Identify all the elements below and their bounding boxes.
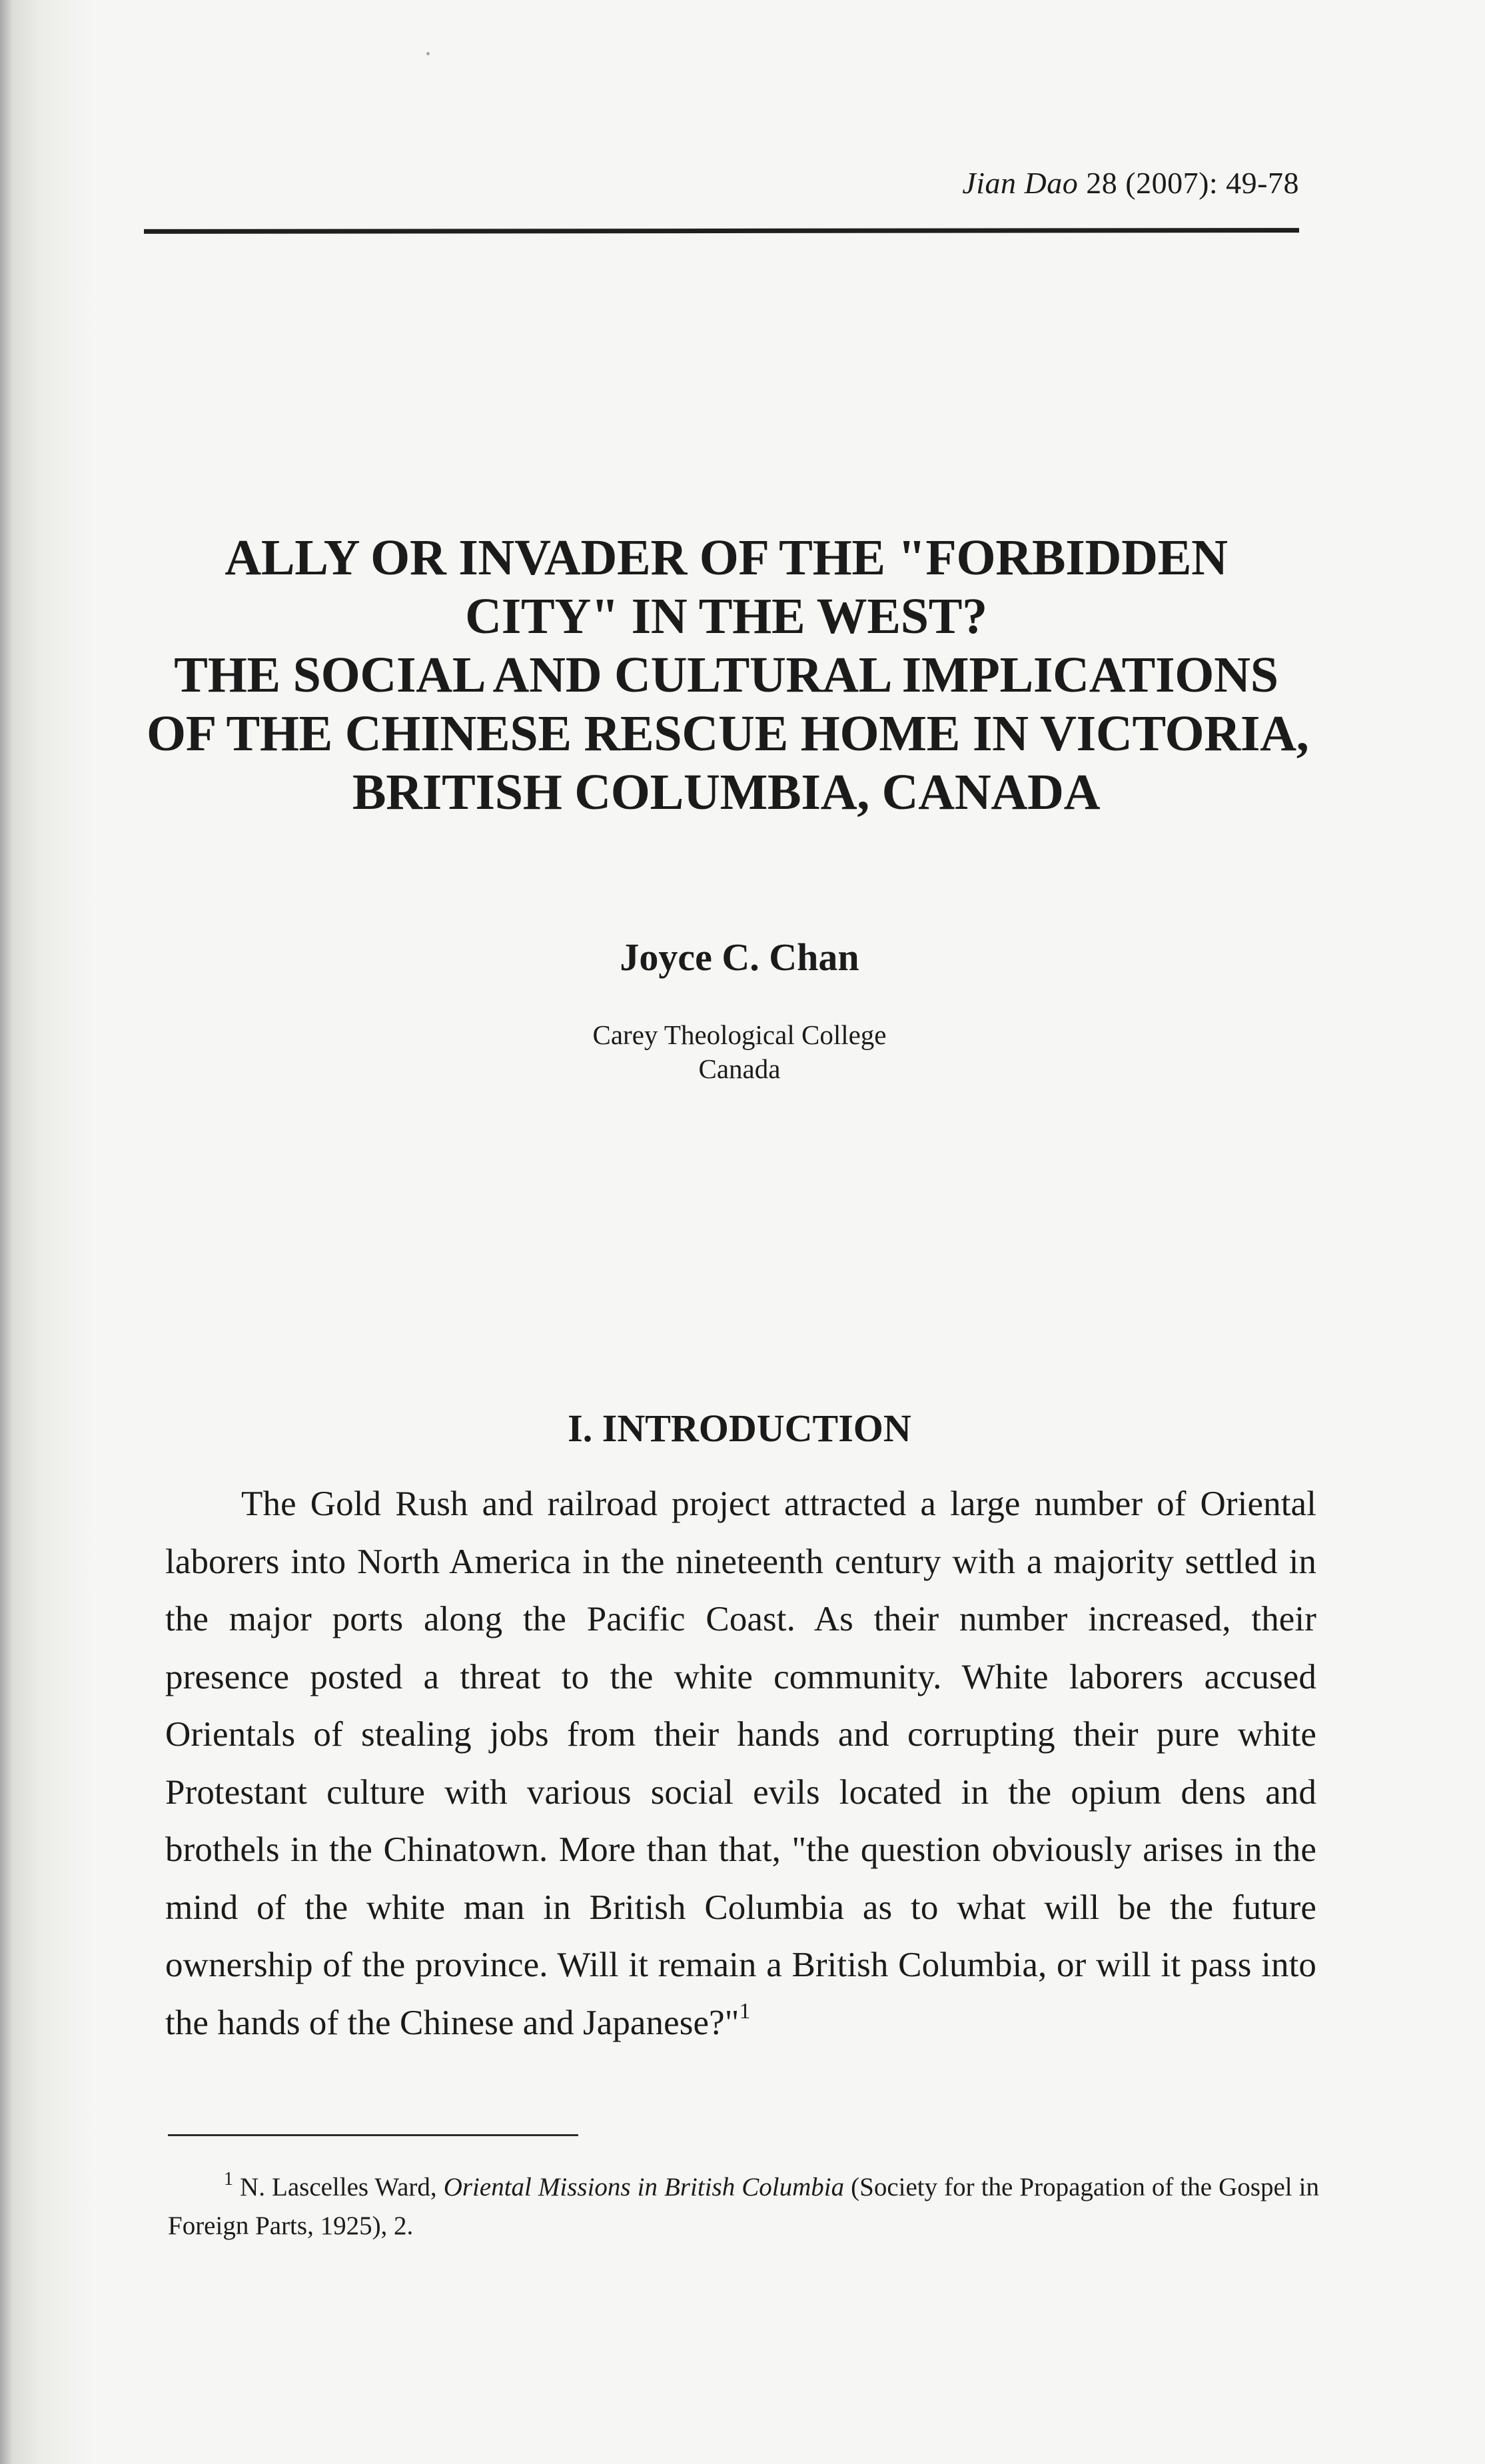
scan-edge-shadow [0, 0, 12, 2464]
footnote-reference[interactable]: 1 [739, 1998, 751, 2024]
article-title [147, 528, 1309, 822]
footnote-author: N. Lascelles Ward, [240, 2173, 444, 2201]
introduction-paragraph [165, 1475, 1316, 2052]
footnote-title: Oriental Missions in British Columbia [443, 2173, 845, 2201]
journal-citation: 28 (2007): 49-78 [1086, 166, 1299, 200]
title-line: BRITISH COLUMBIA, CANADA [352, 764, 1101, 820]
footnote [168, 2168, 1319, 2245]
running-head [919, 167, 1299, 201]
title-line: THE SOCIAL AND CULTURAL IMPLICATIONS [174, 647, 1278, 703]
title-line: ALLY OR INVADER OF THE "FORBIDDEN [225, 530, 1228, 586]
institution-name: Carey Theological College [592, 1019, 887, 1050]
footnote-number: 1 [224, 2169, 233, 2189]
author-name: Joyce C. Chan [620, 935, 859, 979]
section-heading: I. INTRODUCTION [568, 1407, 911, 1450]
scan-speck [426, 52, 430, 55]
footnote-separator [168, 2134, 578, 2136]
title-line: OF THE CHINESE RESCUE HOME IN VICTORIA, [147, 706, 1309, 762]
header-rule [144, 228, 1299, 234]
journal-name: Jian Dao [962, 166, 1079, 200]
institution-country: Canada [698, 1053, 781, 1084]
paragraph-text: The Gold Rush and railroad project attracted a large number of Oriental laborers into North America in the nineteenth century with a majority settled in the major ports along the Pacific Coast. As their number increased, their presence posted a threat to the white community. White laborers accused Orientals of stealing jobs from their hands and corrupting their pure white Protestant culture with various social evils located in the opium dens and brothels in the Chinatown. More than that, "the question obviously arises in the mind of the white man in British Columbia as to what will be the future ownership of the province. Will it remain a British Columbia, or will it pass into the hands of the Chinese and Japanese?" [165, 1485, 1316, 2042]
footnote-publication: (Society for the Propagation of the Gospel in Foreign Parts, 1925), 2. [168, 2173, 1319, 2240]
author-affiliation [506, 1018, 973, 1086]
title-line: CITY" IN THE WEST? [465, 588, 987, 644]
